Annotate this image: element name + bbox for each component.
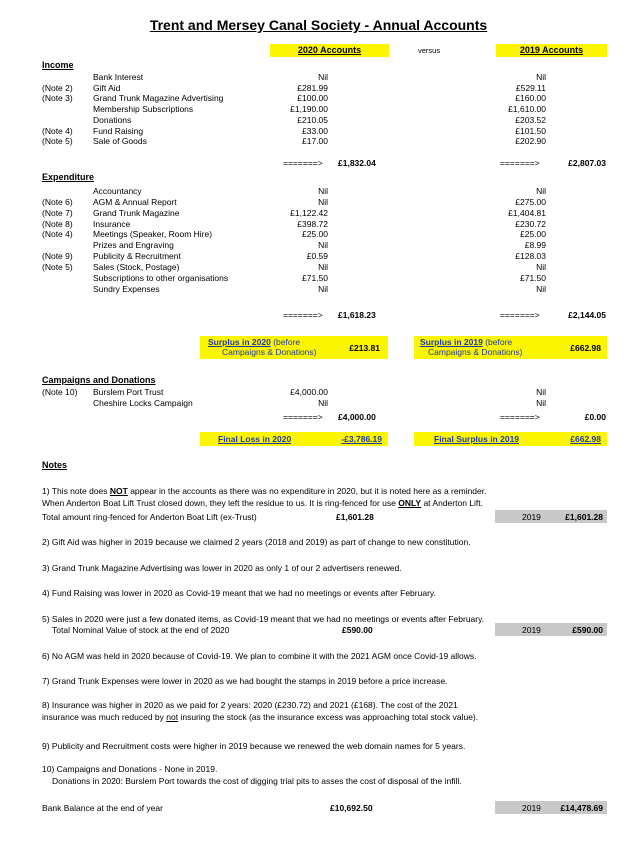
- expenditure-row-label: Subscriptions to other organisations: [93, 272, 229, 283]
- note-1-ringfence-value: £1,601.28: [336, 512, 374, 522]
- surplus-2019-suffix: (before: [485, 337, 513, 347]
- note-1-line2a: When Anderton Boat Lift Trust closed down, they left the residue to us. It is ring-fenced for use: [42, 497, 399, 508]
- note-8-emphasis-not: not: [166, 711, 179, 722]
- campaigns-total-2020: £4,000.00: [338, 412, 376, 422]
- income-total-2020: £1,832.04: [338, 158, 376, 168]
- income-row-2020: £1,190.00: [290, 104, 328, 115]
- surplus-2020-box: [200, 336, 388, 359]
- note-8-line2a: insurance was much reduced by: [42, 711, 167, 722]
- campaigns-row-2019: Nil: [536, 398, 546, 408]
- campaigns-row-2019: Nil: [536, 387, 546, 397]
- page-title: Trent and Mersey Canal Society - Annual Accounts: [149, 17, 488, 33]
- income-row-2020: £33.00: [302, 125, 328, 136]
- expenditure-total-2020: £1,618.23: [338, 310, 376, 320]
- income-total-arrow-2019: =======>: [500, 158, 540, 168]
- final-2019-box: [414, 432, 607, 446]
- expenditure-row-2020: £71.50: [302, 272, 328, 283]
- expenditure-total-2019: £2,144.05: [568, 310, 606, 320]
- income-row-label: Sale of Goods: [93, 136, 147, 147]
- final-2019-value: £662.98: [570, 434, 601, 444]
- expenditure-row-label: AGM & Annual Report: [93, 196, 177, 207]
- expenditure-total-arrow-2020: =======>: [283, 310, 323, 320]
- note-8-line2b: insuring the stock (as the insurance excess was approaching total stock value).: [178, 711, 479, 722]
- expenditure-row-label: Sales (Stock, Postage): [93, 261, 180, 272]
- note-1: [42, 486, 602, 509]
- campaigns-row-note: (Note 10): [42, 387, 78, 397]
- bank-balance-2019-year: 2019: [522, 803, 541, 813]
- note-1-2019-year: 2019: [522, 512, 541, 522]
- surplus-2020-sub: Campaigns & Donations): [222, 347, 317, 357]
- note-4: 4) Fund Raising was lower in 2020 as Covid-19 meant that we had no meetings or events after February.: [42, 588, 436, 598]
- campaigns-total-2019: £0.00: [584, 412, 606, 422]
- expenditure-row-label: Grand Trunk Magazine: [93, 207, 180, 218]
- final-2020-value: -£3,786.19: [341, 434, 382, 444]
- income-row-2020: £17.00: [302, 136, 328, 147]
- campaigns-row-label: Burslem Port Trust: [93, 387, 164, 397]
- income-row-note: (Note 5): [42, 136, 73, 147]
- expenditure-row-label: Sundry Expenses: [93, 283, 160, 294]
- expenditure-row-2020: £25.00: [302, 229, 328, 240]
- note-1-line2b: at Anderton Lift.: [421, 497, 483, 508]
- income-total-arrow-2020: =======>: [283, 158, 323, 168]
- expenditure-row-2019: £25.00: [520, 229, 546, 240]
- surplus-2020-suffix: (before: [273, 337, 301, 347]
- expenditure-row-label: Prizes and Engraving: [93, 240, 174, 251]
- note-5-stock-label: Total Nominal Value of stock at the end of 2020: [52, 625, 230, 635]
- expenditure-row-note: (Note 5): [42, 261, 73, 272]
- surplus-2019-box: [414, 336, 607, 359]
- income-row-2019: £203.52: [515, 114, 546, 125]
- expenditure-row-label: Insurance: [93, 218, 131, 229]
- note-7: 7) Grand Trunk Expenses were lower in 2020 as we had bought the stamps in 2019 before a price increase.: [42, 676, 448, 686]
- income-row-2019: £160.00: [515, 93, 546, 104]
- income-row-2019: £101.50: [515, 125, 546, 136]
- note-1-ringfence-label: Total amount ring-fenced for Anderton Boat Lift (ex-Trust): [42, 512, 257, 522]
- income-row-2019: £529.11: [515, 82, 546, 93]
- surplus-2019-sub: Campaigns & Donations): [428, 347, 523, 357]
- income-row-label: Donations: [93, 114, 132, 125]
- income-row-label: Bank Interest: [93, 72, 144, 82]
- income-row-note: (Note 2): [42, 82, 73, 93]
- income-row-note: (Note 4): [42, 125, 73, 136]
- campaigns-row-label: Cheshire Locks Campaign: [93, 398, 193, 408]
- income-total-2019: £2,807.03: [568, 158, 606, 168]
- final-2019-label: Final Surplus in 2019: [434, 434, 520, 444]
- campaigns-row-2020: £4,000.00: [290, 387, 328, 397]
- note-6: 6) No AGM was held in 2020 because of Covid-19. We plan to combine it with the 2021 AGM once Covid-19 allows.: [42, 651, 477, 661]
- note-1-2019-box: [495, 510, 607, 523]
- expenditure-row-2020: £0.59: [306, 251, 328, 262]
- income-row-label: Fund Raising: [93, 125, 144, 136]
- expenditure-row-label: Accountancy: [93, 186, 142, 196]
- expenditure-row-2019: £1,404.81: [508, 207, 546, 218]
- note-5-2019-value: £590.00: [572, 625, 603, 635]
- expenditure-row-2019: Nil: [536, 186, 546, 196]
- note-1-text-b: appear in the accounts as there was no expenditure in 2020, but it is noted here as a reminder.: [127, 486, 487, 496]
- expenditure-row-note: (Note 7): [42, 207, 73, 218]
- versus-label: versus: [418, 46, 441, 55]
- expenditure-row-2020: Nil: [318, 186, 328, 196]
- column-header-2020: 2020 Accounts: [270, 44, 389, 57]
- income-row-label: Gift Aid: [93, 82, 121, 93]
- expenditure-row-2019: £71.50: [520, 272, 546, 283]
- expenditure-row-2019: £230.72: [515, 218, 546, 229]
- surplus-2020-label: Surplus in 2020: [208, 337, 271, 347]
- notes-heading: Notes: [42, 460, 68, 470]
- expenditure-row-2019: £275.00: [515, 196, 546, 207]
- expenditure-row-note: (Note 6): [42, 196, 73, 207]
- surplus-2020-value: £213.81: [349, 343, 380, 353]
- income-heading: Income: [42, 60, 74, 70]
- expenditure-row-note: (Note 8): [42, 218, 73, 229]
- bank-balance-2020: £10,692.50: [330, 803, 373, 813]
- expenditure-row-note: (Note 4): [42, 229, 73, 240]
- expenditure-row-note: (Note 9): [42, 251, 73, 262]
- note-1-text-a: 1) This note does: [42, 486, 110, 496]
- note-5-2019-box: [495, 623, 607, 636]
- note-8: [42, 700, 602, 723]
- campaigns-total-arrow-2020: =======>: [283, 412, 323, 422]
- final-2020-box: [200, 432, 388, 446]
- note-10: [42, 764, 602, 787]
- column-header-2019: 2019 Accounts: [496, 44, 607, 57]
- expenditure-row-2019: Nil: [536, 283, 546, 294]
- expenditure-row-2019: £128.03: [515, 251, 546, 262]
- note-2: 2) Gift Aid was higher in 2019 because we claimed 2 years (2018 and 2019) as part of change to new constitution.: [42, 537, 471, 547]
- expenditure-row-2019: Nil: [536, 261, 546, 272]
- expenditure-row-2020: Nil: [318, 240, 328, 251]
- income-row-label: Grand Trunk Magazine Advertising: [93, 93, 224, 104]
- note-1-emphasis-not: NOT: [109, 486, 128, 496]
- income-row-2019: £202.90: [515, 136, 546, 147]
- note-5-2019-year: 2019: [522, 625, 541, 635]
- final-2020-label: Final Loss in 2020: [218, 434, 292, 444]
- income-row-label: Membership Subscriptions: [93, 104, 194, 115]
- bank-balance-2019-box: [495, 801, 607, 814]
- expenditure-row-2020: Nil: [318, 196, 328, 207]
- note-9: 9) Publicity and Recruitment costs were higher in 2019 because we renewed the web domain names for 5 years.: [42, 741, 466, 751]
- campaigns-row-2020: Nil: [318, 398, 328, 408]
- bank-balance-label: Bank Balance at the end of year: [42, 803, 163, 813]
- note-5: 5) Sales in 2020 were just a few donated items, as Covid-19 meant that we had no meetings or events after February.: [42, 614, 485, 624]
- income-row-2020: £210.05: [297, 114, 328, 125]
- surplus-2019-label: Surplus in 2019: [420, 337, 483, 347]
- campaigns-total-arrow-2019: =======>: [500, 412, 540, 422]
- expenditure-row-label: Meetings (Speaker, Room Hire): [93, 229, 213, 240]
- bank-balance-2019-value: £14,478.69: [560, 803, 603, 813]
- note-10-line1: 10) Campaigns and Donations - None in 2019.: [42, 764, 218, 774]
- campaigns-heading: Campaigns and Donations: [42, 375, 156, 385]
- income-row-2020: Nil: [318, 72, 328, 82]
- note-10-line2: Donations in 2020: Burslem Port towards the cost of digging trial pits to asses the cost of disposal of the infill.: [52, 775, 462, 786]
- income-row-2019: Nil: [536, 72, 546, 82]
- income-row-2019: £1,610.00: [508, 104, 546, 115]
- note-8-line1: 8) Insurance was higher in 2020 as we paid for 2 years: 2020 (£230.72) and 2021 (£168). The cost of the 2021: [42, 700, 458, 710]
- expenditure-total-arrow-2019: =======>: [500, 310, 540, 320]
- expenditure-row-label: Publicity & Recruitment: [93, 251, 181, 262]
- expenditure-heading: Expenditure: [42, 172, 95, 182]
- note-3: 3) Grand Trunk Magazine Advertising was lower in 2020 as only 1 of our 2 advertisers renewed.: [42, 563, 402, 573]
- expenditure-row-2019: £8.99: [524, 240, 546, 251]
- expenditure-row-2020: Nil: [318, 283, 328, 294]
- income-row-2020: £100.00: [297, 93, 328, 104]
- expenditure-row-2020: £398.72: [297, 218, 328, 229]
- note-5-stock-value: £590.00: [342, 625, 373, 635]
- expenditure-row-2020: Nil: [318, 261, 328, 272]
- income-row-note: (Note 3): [42, 93, 73, 104]
- expenditure-row-2020: £1,122.42: [290, 207, 328, 218]
- surplus-2019-value: £662.98: [570, 343, 601, 353]
- note-1-emphasis-only: ONLY: [398, 497, 422, 508]
- note-1-2019-value: £1,601.28: [565, 512, 603, 522]
- income-row-2020: £281.99: [297, 82, 328, 93]
